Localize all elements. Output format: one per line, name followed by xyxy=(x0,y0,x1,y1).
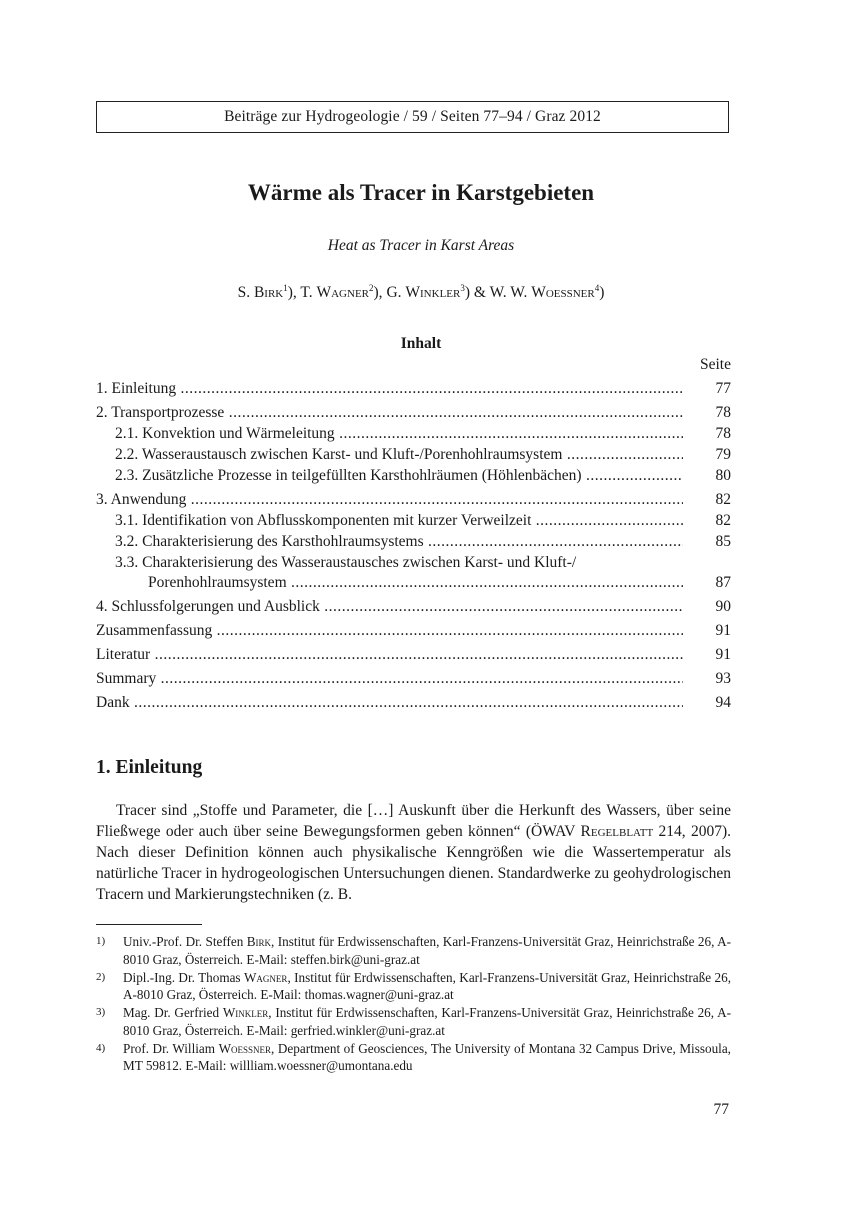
footnote xyxy=(96,1004,731,1039)
footnote-text: Mag. Dr. Gerfried xyxy=(123,1005,223,1020)
toc-entry-label: 4. Schlussfolgerungen und Ausblick ..... xyxy=(96,598,683,616)
footnote-text-rest: , Institut für Erdwissenschaften, Karl-Franzens-Universität Graz, Heinrichstraße 26, A-8010 Graz, Österreich. E-Mail: gerfried.winkler@uni-graz.at xyxy=(123,1005,731,1038)
section-heading: 1. Einleitung xyxy=(96,757,203,778)
author-2: T. Wagner$^2$), xyxy=(300,283,387,301)
toc-entry-page: 91 xyxy=(715,622,731,639)
toc-entry-page: 82 xyxy=(715,491,731,508)
toc-entry-page: 87 xyxy=(715,574,731,591)
footnote xyxy=(96,1040,731,1075)
toc-page-column-label: Seite xyxy=(700,356,731,373)
toc-entry-label: 3.3. Charakterisierung des Wasseraustausches zwischen Karst- und Kluft-/ xyxy=(115,554,577,571)
footnote-surname: Winkler xyxy=(222,1005,269,1020)
toc-entry-page: 91 xyxy=(715,646,731,663)
toc-entry-label: 2.1. Konvektion und Wärmeleitung ..... xyxy=(115,425,683,443)
body-paragraph: Tracer sind „Stoffe und Parameter, die […] Auskunft über die Herkunft des Wassers, über seine Fließwege oder auch über seine Bewegungsformen geben können“ (ÖWAV Regelblatt 214, 2007). Nach dieser Definition können auch physikalische Kenngrößen wie die Wassertemperatur als natürliche Tracer in hydrogeologischen Untersuchungen dienen. Standardwerke zu geohydrologischen Tracern und Markierungstechniken (z. B. xyxy=(96,802,732,903)
toc-entry-label: Zusammenfassung ..... xyxy=(96,622,683,640)
toc-heading: Inhalt xyxy=(400,335,442,352)
footnote-text: Univ.-Prof. Dr. Steffen xyxy=(123,934,247,949)
footnote-text: Prof. Dr. William xyxy=(123,1040,219,1056)
footnote-text: Dipl.-Ing. Dr. Thomas xyxy=(123,969,244,985)
toc-entry xyxy=(96,512,731,533)
toc-entry-label: 3.2. Charakterisierung des Karsthohlraumsystems ..... xyxy=(115,533,683,551)
toc-entry xyxy=(96,491,731,512)
toc-entry-label: 2.2. Wasseraustausch zwischen Karst- und Kluft-/Porenhohlraumsystem ..... xyxy=(115,446,683,464)
toc-entry-label: Literatur ..... xyxy=(96,646,683,664)
toc-entry-page: 79 xyxy=(715,446,731,463)
footnote-mark: 1) xyxy=(96,935,106,947)
footnote-text-rest: , Department of Geosciences, The University of Montana 32 Campus Drive, Missoula, MT 59812. E-Mail: willliam.woessner@umontana.edu xyxy=(123,1040,731,1073)
toc-entry xyxy=(96,425,731,446)
toc-entry-label: 2.3. Zusätzliche Prozesse in teilgefüllten Karsthohlräumen (Höhlenbächen) ..... xyxy=(115,467,683,485)
author-3: G. Winkler$^3$) & xyxy=(386,283,490,301)
toc-entry-label: Summary ..... xyxy=(96,670,683,688)
page-number: 77 xyxy=(713,1101,729,1118)
toc-entry-page: 77 xyxy=(715,380,731,397)
footnote-rule xyxy=(96,924,202,925)
toc-entry-page: 93 xyxy=(715,670,731,687)
toc-entry xyxy=(96,533,731,554)
journal-citation: Beiträge zur Hydrogeologie / 59 / Seiten 77–94 / Graz 2012 xyxy=(224,108,601,125)
author-line xyxy=(0,284,842,302)
footnote-mark: 3) xyxy=(96,1006,106,1018)
footnote-surname: Wagner xyxy=(243,969,288,985)
toc-entry xyxy=(96,554,731,574)
toc-entry-page: 78 xyxy=(715,404,731,421)
footnote xyxy=(96,969,731,1004)
toc-entry xyxy=(96,467,731,488)
toc-entry xyxy=(96,622,731,643)
journal-header-box xyxy=(96,101,729,133)
toc-entry-label: 3.1. Identifikation von Abflusskomponenten mit kurzer Verweilzeit ..... xyxy=(115,512,683,530)
toc-entry-page: 94 xyxy=(715,694,731,711)
toc-entry xyxy=(96,670,731,691)
toc-entry xyxy=(96,574,731,595)
toc-entry xyxy=(96,598,731,619)
toc-entry xyxy=(96,694,731,715)
author-1: S. Birk$^1$), xyxy=(237,283,301,301)
toc-entry xyxy=(96,446,731,467)
table-of-contents xyxy=(96,380,731,715)
footnote-surname: Birk xyxy=(246,934,272,949)
toc-entry-label: 3. Anwendung ..... xyxy=(96,491,683,509)
footnote-surname: Woessner xyxy=(218,1040,272,1056)
body-text xyxy=(96,800,731,905)
toc-entry xyxy=(96,380,731,401)
article-title: Wärme als Tracer in Karstgebieten xyxy=(247,180,595,205)
footnote-text-rest: , Institut für Erdwissenschaften, Karl-Franzens-Universität Graz, Heinrichstraße 26, A-8010 Graz, Österreich. E-Mail: thomas.wagner@uni-graz.at xyxy=(123,969,731,1002)
toc-entry xyxy=(96,404,731,425)
article-subtitle: Heat as Tracer in Karst Areas xyxy=(327,237,515,254)
toc-entry-page: 78 xyxy=(715,425,731,442)
toc-entry-page: 80 xyxy=(715,467,731,484)
toc-entry-label: 1. Einleitung ..... xyxy=(96,380,683,398)
toc-entry xyxy=(96,646,731,667)
toc-entry-label: Porenhohlraumsystem ..... xyxy=(148,574,683,592)
footnotes xyxy=(96,933,731,1075)
footnote-text-rest: , Institut für Erdwissenschaften, Karl-Franzens-Universität Graz, Heinrichstraße 26, A-8010 Graz, Österreich. E-Mail: steffen.birk@uni-graz.at xyxy=(123,934,731,967)
footnote xyxy=(96,933,731,968)
toc-entry-page: 82 xyxy=(715,512,731,529)
toc-entry-page: 90 xyxy=(715,598,731,615)
footnote-mark: 4) xyxy=(96,1041,106,1054)
footnote-mark: 2) xyxy=(96,970,106,983)
toc-entry-page: 85 xyxy=(715,533,731,550)
toc-entry-label: 2. Transportprozesse ..... xyxy=(96,404,683,422)
toc-entry-label: Dank ..... xyxy=(96,694,683,712)
author-4: W. W. Woessner$^4$) xyxy=(489,283,605,301)
